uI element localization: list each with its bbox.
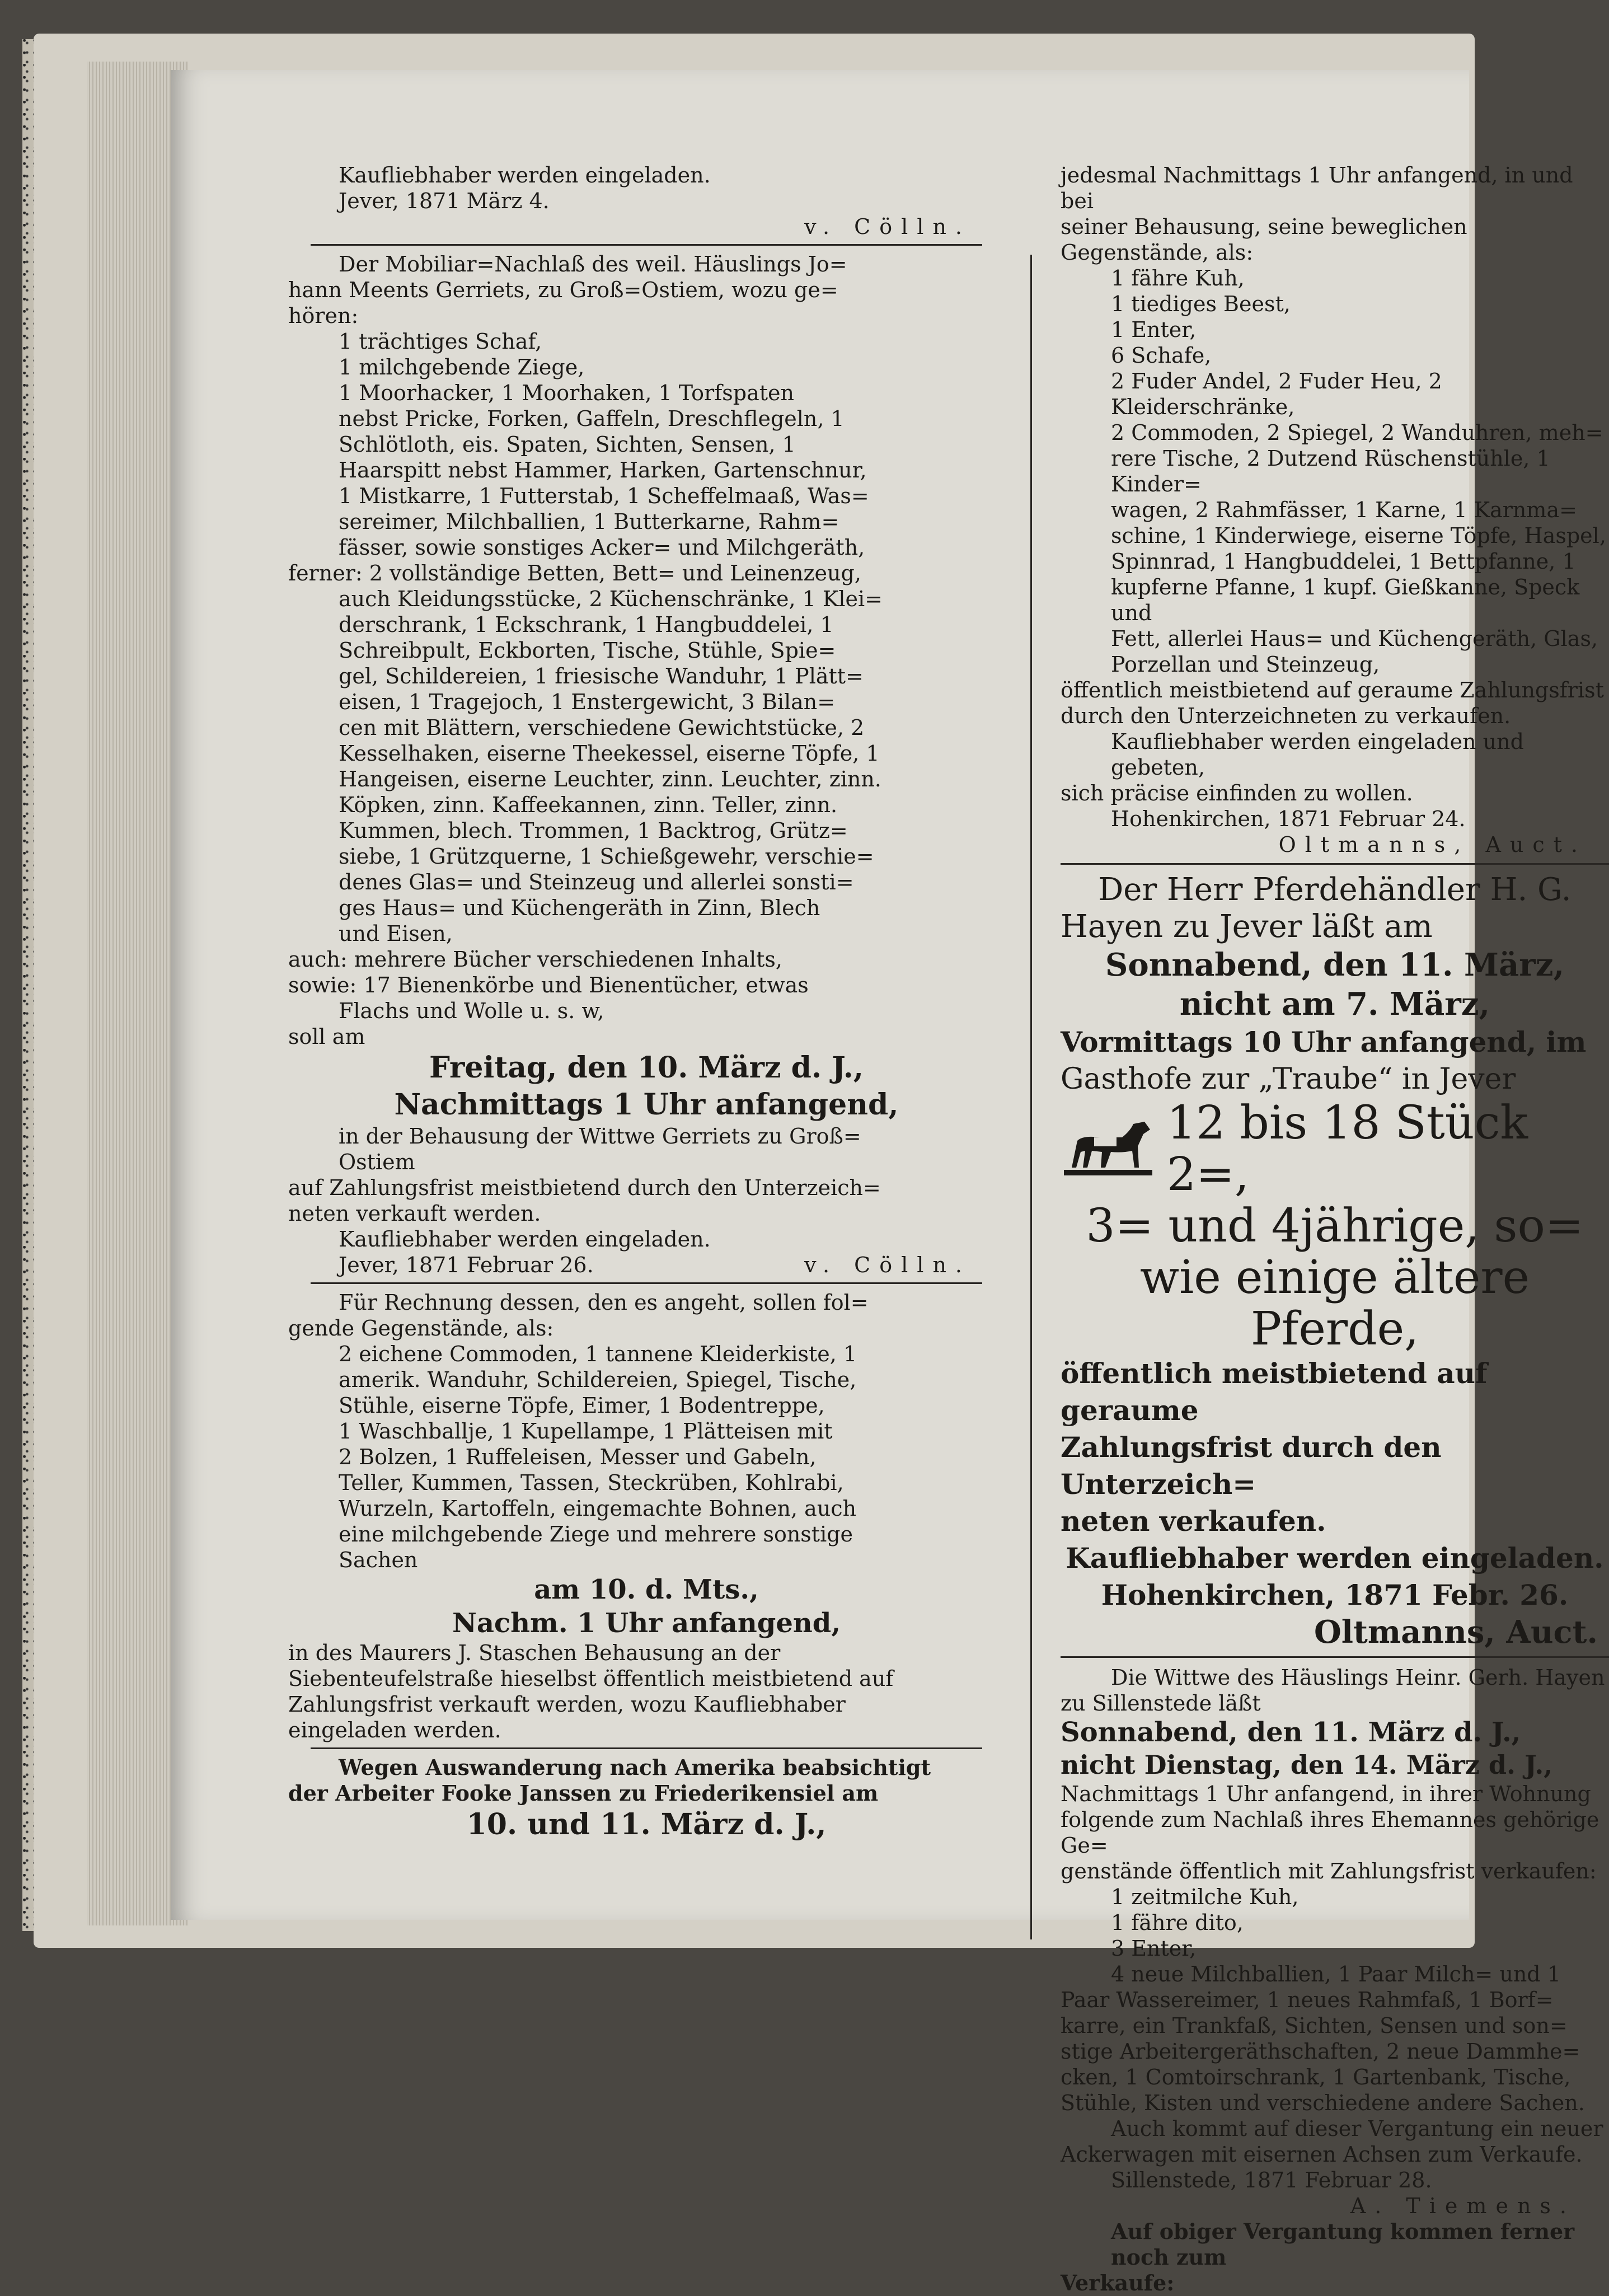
- list-item: 1 tiediges Beest,: [1111, 292, 1291, 316]
- right-column: [1061, 162, 1609, 2296]
- ad-line: eingeladen werden.: [288, 1718, 501, 1742]
- list-item: siebe, 1 Grützquerne, 1 Schießgewehr, verschie=: [339, 844, 874, 869]
- item-list: [1061, 1884, 1609, 1987]
- list-item: schine, 1 Kinderwiege, eiserne Töpfe, Haspel,: [1111, 523, 1606, 548]
- list-item: Paar Wassereimer, 1 neues Rahmfaß, 1 Borf=: [1061, 1988, 1554, 2012]
- list-item: ferner: 2 vollständige Betten, Bett= und Leinenzeug,: [288, 561, 861, 585]
- separator-rule: [311, 1282, 982, 1284]
- list-item: auch Kleidungsstücke, 2 Küchenschränke, 1 Klei=: [339, 587, 883, 611]
- list-item: und Eisen,: [339, 921, 453, 946]
- list-item: cken, 1 Comtoirschrank, 1 Gartenbank, Tische,: [1061, 2065, 1571, 2089]
- ad-line: Zahlungsfrist durch den Unterzeich=: [1061, 1431, 1442, 1501]
- list-item: 2 eichene Commoden, 1 tannene Kleiderkiste, 1: [339, 1342, 857, 1366]
- list-item: 2 Bolzen, 1 Ruffeleisen, Messer und Gabeln,: [339, 1445, 817, 1469]
- ad-intro-line: zu Sillenstede läßt: [1061, 1691, 1261, 1716]
- ad-intro-line: seiner Behausung, seine beweglichen Gegenstände, als:: [1061, 214, 1467, 265]
- ad-intro-line: gende Gegenstände, als:: [288, 1316, 554, 1341]
- auction-date-correction: nicht Dienstag, den 14. März d. J.,: [1061, 1750, 1553, 1780]
- list-item: 1 Mistkarre, 1 Futterstab, 1 Scheffelmaaß, Was=: [339, 484, 869, 508]
- list-item: 1 Moorhacker, 1 Moorhaken, 1 Torfspaten: [339, 381, 794, 405]
- ad-intro-line: Der Mobiliar=Nachlaß des weil. Häuslings Jo=: [339, 252, 847, 277]
- signature: A. Tiemens.: [1350, 2194, 1575, 2218]
- list-item: 2 Commoden, 2 Spiegel, 2 Wanduhren, meh=: [1111, 420, 1603, 445]
- list-item: eine milchgebende Ziege und mehrere sonstige: [339, 1522, 853, 1547]
- left-column: [288, 162, 1005, 1843]
- list-item: Hangeisen, eiserne Leuchter, zinn. Leuchter, zinn.: [339, 767, 881, 791]
- horse-age: 3= und 4jährige, so=: [1086, 1199, 1584, 1253]
- auction-place: in der Behausung der Wittwe Gerriets zu Groß=: [339, 1124, 861, 1149]
- auction-place: Ostiem: [339, 1150, 415, 1174]
- list-item: gel, Schildereien, 1 friesische Wanduhr, 1 Plätt=: [339, 664, 864, 688]
- list-item: derschrank, 1 Eckschrank, 1 Hangbuddelei, 1: [339, 612, 834, 637]
- list-item: Spinnrad, 1 Hangbuddelei, 1 Bettpfanne, 1: [1111, 549, 1576, 574]
- horse-extra: wie einige ältere Pferde,: [1139, 1251, 1530, 1356]
- list-item: 1 Enter,: [1111, 317, 1197, 342]
- ad-line: sich präcise einfinden zu wollen.: [1061, 781, 1413, 805]
- list-item: Haarspitt nebst Hammer, Harken, Gartenschnur,: [339, 458, 867, 482]
- list-item: Köpken, zinn. Kaffeekannen, zinn. Teller, zinn.: [339, 793, 838, 817]
- list-item: Sachen: [339, 1548, 418, 1572]
- ad-line: Auch kommt auf dieser Vergantung ein neuer: [1111, 2116, 1603, 2141]
- auction-date: Sonnabend, den 11. März d. J.,: [1061, 1717, 1521, 1748]
- list-item: Stühle, eiserne Töpfe, Eimer, 1 Bodentreppe,: [339, 1393, 825, 1418]
- list-item: 6 Schafe,: [1111, 343, 1212, 368]
- list-item: Kesselhaken, eiserne Theekessel, eiserne Töpfe, 1: [339, 741, 880, 766]
- list-item: 2 Fuder Andel, 2 Fuder Heu, 2 Kleiderschränke,: [1111, 369, 1442, 419]
- list-item: karre, ein Trankfaß, Sichten, Sensen und son=: [1061, 2013, 1568, 2038]
- list-item: ges Haus= und Küchengeräth in Zinn, Blech: [339, 896, 820, 920]
- ad-coelln-1: [288, 162, 1005, 240]
- dateline: Hohenkirchen, 1871 Febr. 26.: [1101, 1578, 1569, 1611]
- list-item: stige Arbeitergeräthschaften, 2 neue Dammhe=: [1061, 2039, 1580, 2064]
- list-item: denes Glas= und Steinzeug und allerlei sonsti=: [339, 870, 854, 894]
- list-item: 1 trächtiges Schaf,: [339, 329, 542, 354]
- ad-line: Nachmittags 1 Uhr anfangend, in ihrer Wohnung: [1061, 1782, 1591, 1806]
- item-list: [288, 1341, 1005, 1573]
- ad-wittwe-hayen: [1061, 1665, 1609, 2296]
- ad-line: Kaufliebhaber werden eingeladen.: [339, 1227, 711, 1252]
- list-item: 1 milchgebende Ziege,: [339, 355, 585, 379]
- ad-line: in des Maurers J. Staschen Behausung an der: [288, 1641, 781, 1665]
- ad-line: Zahlungsfrist verkauft werden, wozu Kaufliebhaber: [288, 1692, 846, 1717]
- list-item: Stühle, Kisten und verschiedene andere Sachen.: [1061, 2091, 1585, 2115]
- list-item: amerik. Wanduhr, Schildereien, Spiegel, Tische,: [339, 1367, 857, 1392]
- ad-intro-line: Für Rechnung dessen, den es angeht, sollen fol=: [339, 1290, 869, 1315]
- auction-date: Freitag, den 10. März d. J.,: [429, 1051, 864, 1085]
- ad-line: Kaufliebhaber werden eingeladen.: [1066, 1541, 1604, 1575]
- list-item: Wurzeln, Kartoffeln, eingemachte Bohnen, auch: [339, 1496, 857, 1521]
- horse-count: 12 bis 18 Stück 2=,: [1167, 1097, 1528, 1201]
- horse-line: [1061, 1098, 1609, 1201]
- list-item: Flachs und Wolle u. s. w,: [339, 999, 604, 1023]
- list-item: 1 fähre dito,: [1111, 1910, 1244, 1935]
- ad-headline: Hayen zu Jever läßt am: [1061, 908, 1433, 945]
- list-item: auch: mehrere Bücher verschiedenen Inhalts,: [288, 947, 782, 972]
- list-item: Schlötloth, eis. Spaten, Sichten, Sensen, 1: [339, 432, 796, 457]
- dateline: Jever, 1871 Februar 26.: [339, 1253, 594, 1277]
- list-item: sowie: 17 Bienenkörbe und Bienentücher, etwas: [288, 973, 809, 997]
- ad-auswanderung: [288, 1755, 1005, 1843]
- ad-line: der Arbeiter Fooke Janssen zu Friederikensiel am: [288, 1780, 879, 1806]
- newspaper-page: [171, 70, 1606, 2295]
- horse-icon: [1061, 1118, 1156, 1180]
- list-item: rere Tische, 2 Dutzend Rüschenstühle, 1 Kinder=: [1111, 446, 1550, 496]
- ad-line: Siebenteufelstraße hieselbst öffentlich meistbietend auf: [288, 1666, 894, 1691]
- list-item: cen mit Blättern, verschiedene Gewichtstücke, 2: [339, 715, 865, 740]
- dateline: Hohenkirchen, 1871 Februar 24.: [1111, 807, 1466, 831]
- ad-line: Jever, 1871 März 4.: [339, 189, 550, 213]
- ad-rechnung: [288, 1290, 1005, 1743]
- ad-line: Wegen Auswanderung nach Amerika beabsichtigt: [339, 1755, 931, 1780]
- separator-rule: [1061, 1656, 1609, 1658]
- list-item: Kummen, blech. Trommen, 1 Backtrog, Grütz=: [339, 818, 848, 843]
- list-item: 3 Enter,: [1111, 1936, 1197, 1961]
- ad-line: soll am: [288, 1024, 365, 1049]
- list-item: fässer, sowie sonstiges Acker= und Milchgeräth,: [339, 535, 865, 560]
- list-item: Teller, Kummen, Tassen, Steckrüben, Kohlrabi,: [339, 1470, 844, 1495]
- separator-rule: [311, 244, 982, 246]
- list-item: Schreibpult, Eckborten, Tische, Stühle, Spie=: [339, 638, 836, 663]
- auction-time: Nachmittags 1 Uhr anfangend,: [394, 1088, 899, 1122]
- item-list: [288, 329, 1005, 560]
- column-divider: [1030, 255, 1032, 1939]
- auction-time: Vormittags 10 Uhr anfangend, im: [1061, 1025, 1587, 1058]
- separator-rule: [311, 1747, 982, 1749]
- ad-line: Verkaufe:: [1061, 2270, 1175, 2295]
- list-item: sereimer, Milchballien, 1 Butterkarne, Rahm=: [339, 509, 839, 534]
- list-item: 1 zeitmilche Kuh,: [1111, 1885, 1299, 1909]
- list-item: 4 neue Milchballien, 1 Paar Milch= und 1: [1111, 1962, 1561, 1986]
- separator-rule: [1061, 863, 1609, 865]
- list-item: Porzellan und Steinzeug,: [1111, 652, 1380, 677]
- ad-mobiliar-nachlass: [288, 251, 1005, 1278]
- list-item: 1 Waschballje, 1 Kupellampe, 1 Plätteisen mit: [339, 1419, 833, 1444]
- ad-line: Ackerwagen mit eisernen Achsen zum Verkaufe.: [1061, 2142, 1583, 2167]
- ad-intro-line: Die Wittwe des Häuslings Heinr. Gerh. Hayen: [1111, 1665, 1605, 1690]
- ad-line: öffentlich meistbietend auf geraume Zahlungsfrist: [1061, 678, 1604, 702]
- ad-line: auf Zahlungsfrist meistbietend durch den Unterzeich=: [288, 1175, 881, 1200]
- ad-line: folgende zum Nachlaß ihres Ehemannes gehörige Ge=: [1061, 1807, 1599, 1858]
- ad-pferdehaendler: [1061, 871, 1609, 1651]
- list-item: Fett, allerlei Haus= und Küchengeräth, Glas,: [1111, 626, 1598, 651]
- ad-line: öffentlich meistbietend auf geraume: [1061, 1357, 1488, 1427]
- ad-intro-line: hann Meents Gerriets, zu Groß=Ostiem, wozu ge=: [288, 278, 838, 302]
- ad-behausung-continued: [1061, 162, 1609, 858]
- ad-line: neten verkaufen.: [1061, 1505, 1326, 1538]
- signature: v. Cölln.: [804, 214, 971, 239]
- auction-time: Nachm. 1 Uhr anfangend,: [452, 1608, 841, 1639]
- ad-line: neten verkauft werden.: [288, 1201, 541, 1226]
- signature: v. Cölln.: [804, 1253, 971, 1277]
- auction-date: am 10. d. Mts.,: [534, 1574, 759, 1605]
- auction-date-correction: nicht am 7. März,: [1179, 986, 1490, 1023]
- signature: Oltmanns, Auct.: [1314, 1614, 1598, 1651]
- list-item: nebst Pricke, Forken, Gaffeln, Dreschflegeln, 1: [339, 406, 845, 431]
- list-item: kupferne Pfanne, 1 kupf. Gießkanne, Speck und: [1111, 575, 1580, 625]
- auction-date: 10. und 11. März d. J.,: [466, 1807, 827, 1842]
- dateline: Sillenstede, 1871 Februar 28.: [1111, 2168, 1432, 2192]
- ad-line: Kaufliebhaber werden eingeladen.: [339, 163, 711, 188]
- ad-line: Auf obiger Vergantung kommen ferner noch zum: [1111, 2219, 1575, 2270]
- ad-intro-line: hören:: [288, 303, 359, 328]
- signature: Oltmanns, Auct.: [1278, 832, 1587, 857]
- item-list: [1061, 265, 1609, 677]
- list-item: wagen, 2 Rahmfässer, 1 Karne, 1 Karnma=: [1111, 498, 1577, 522]
- list-item: eisen, 1 Tragejoch, 1 Enstergewicht, 3 Bilan=: [339, 690, 836, 714]
- auction-date: Sonnabend, den 11. März,: [1105, 946, 1565, 983]
- ad-line: Kaufliebhaber werden eingeladen und gebeten,: [1111, 729, 1524, 780]
- ad-intro-line: jedesmal Nachmittags 1 Uhr anfangend, in und bei: [1061, 163, 1573, 213]
- ad-headline: Der Herr Pferdehändler H. G.: [1098, 871, 1572, 908]
- item-list: [288, 586, 1005, 946]
- auction-place: Gasthofe zur „Traube“ in Jever: [1061, 1062, 1516, 1096]
- ad-line: durch den Unterzeichneten zu verkaufen.: [1061, 704, 1511, 728]
- ad-line: genstände öffentlich mit Zahlungsfrist verkaufen:: [1061, 1859, 1597, 1883]
- list-item: 1 fähre Kuh,: [1111, 266, 1245, 290]
